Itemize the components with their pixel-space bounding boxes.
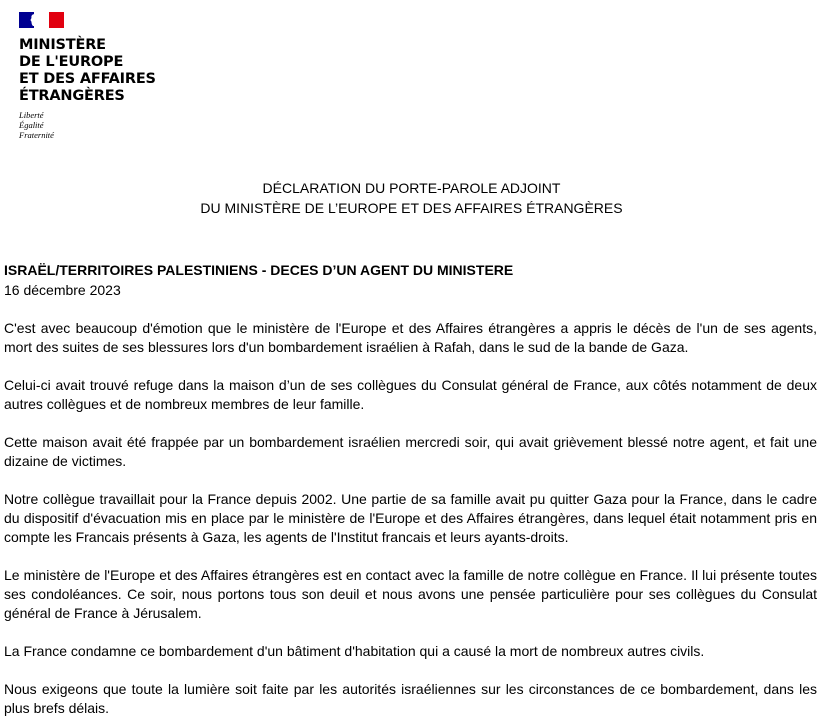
ministry-name-line: ET DES AFFAIRES <box>19 71 156 87</box>
article-date: 16 décembre 2023 <box>4 282 121 298</box>
article-paragraph: Cette maison avait été frappée par un bombardement israélien mercredi soir, qui avait grièvement blessé notre agent, et fait une dizaine de victimes. <box>4 434 817 469</box>
article-paragraph: Nous exigeons que toute la lumière soit faite par les autorités israéliennes sur les circonstances de ce bombardement, dans les plus brefs délais. <box>4 681 817 716</box>
motto-liberte: Liberté <box>19 110 44 120</box>
ministry-name-line: MINISTÈRE <box>19 37 106 53</box>
flag-red-band <box>49 12 64 28</box>
republic-motto <box>19 110 179 140</box>
ministry-name <box>19 37 179 105</box>
article-body <box>4 261 817 718</box>
article-paragraph: Celui-ci avait trouvé refuge dans la maison d’un de ses collègues du Consulat général de France, aux côtés notamment de deux autres collègues et de nombreux membres de leur famille. <box>4 377 817 412</box>
article-headline: ISRAËL/TERRITOIRES PALESTINIENS - DECES D’UN AGENT DU MINISTERE <box>4 262 514 278</box>
article-paragraph: C'est avec beaucoup d'émotion que le ministère de l'Europe et des Affaires étrangères a appris le décès de l'un de ses agents, mort des suites de ses blessures lors d'un bombardement israélien à Rafah, dans le sud de la bande de Gaza. <box>4 320 817 355</box>
ministry-name-line: DE L'EUROPE <box>19 54 124 70</box>
ministry-name-line: ÉTRANGÈRES <box>19 88 125 104</box>
ministry-logo <box>19 12 179 140</box>
declaration-title-line1: DÉCLARATION DU PORTE-PAROLE ADJOINT <box>262 180 561 196</box>
motto-fraternite: Fraternité <box>19 130 54 140</box>
declaration-title-line2: DU MINISTÈRE DE L’EUROPE ET DES AFFAIRES ÉTRANGÈRES <box>200 200 623 216</box>
declaration-title <box>0 178 823 218</box>
flag-white-band <box>34 12 49 28</box>
motto-egalite: Égalité <box>19 120 44 130</box>
article-paragraph: La France condamne ce bombardement d'un bâtiment d'habitation qui a causé la mort de nombreux autres civils. <box>4 643 705 659</box>
french-flag-icon <box>19 12 64 28</box>
article-paragraph: Notre collègue travaillait pour la France depuis 2002. Une partie de sa famille avait pu quitter Gaza pour la France, dans le cadre du dispositif d'évacuation mis en place par le ministère de l'Europe et des Affaires étrangères, dans lequel était notamment pris en compte les Francais présents à Gaza, les agents de l'Institut francais et leurs ayants-droits. <box>4 491 817 545</box>
article-paragraph: Le ministère de l'Europe et des Affaires étrangères est en contact avec la famille de notre collègue en France. Il lui présente toutes ses condoléances. Ce soir, nous portons tous son deuil et nous avons une pensée particulière pour ses collègues du Consulat général de France à Jérusalem. <box>4 567 817 621</box>
marianne-profile-icon <box>29 13 41 27</box>
